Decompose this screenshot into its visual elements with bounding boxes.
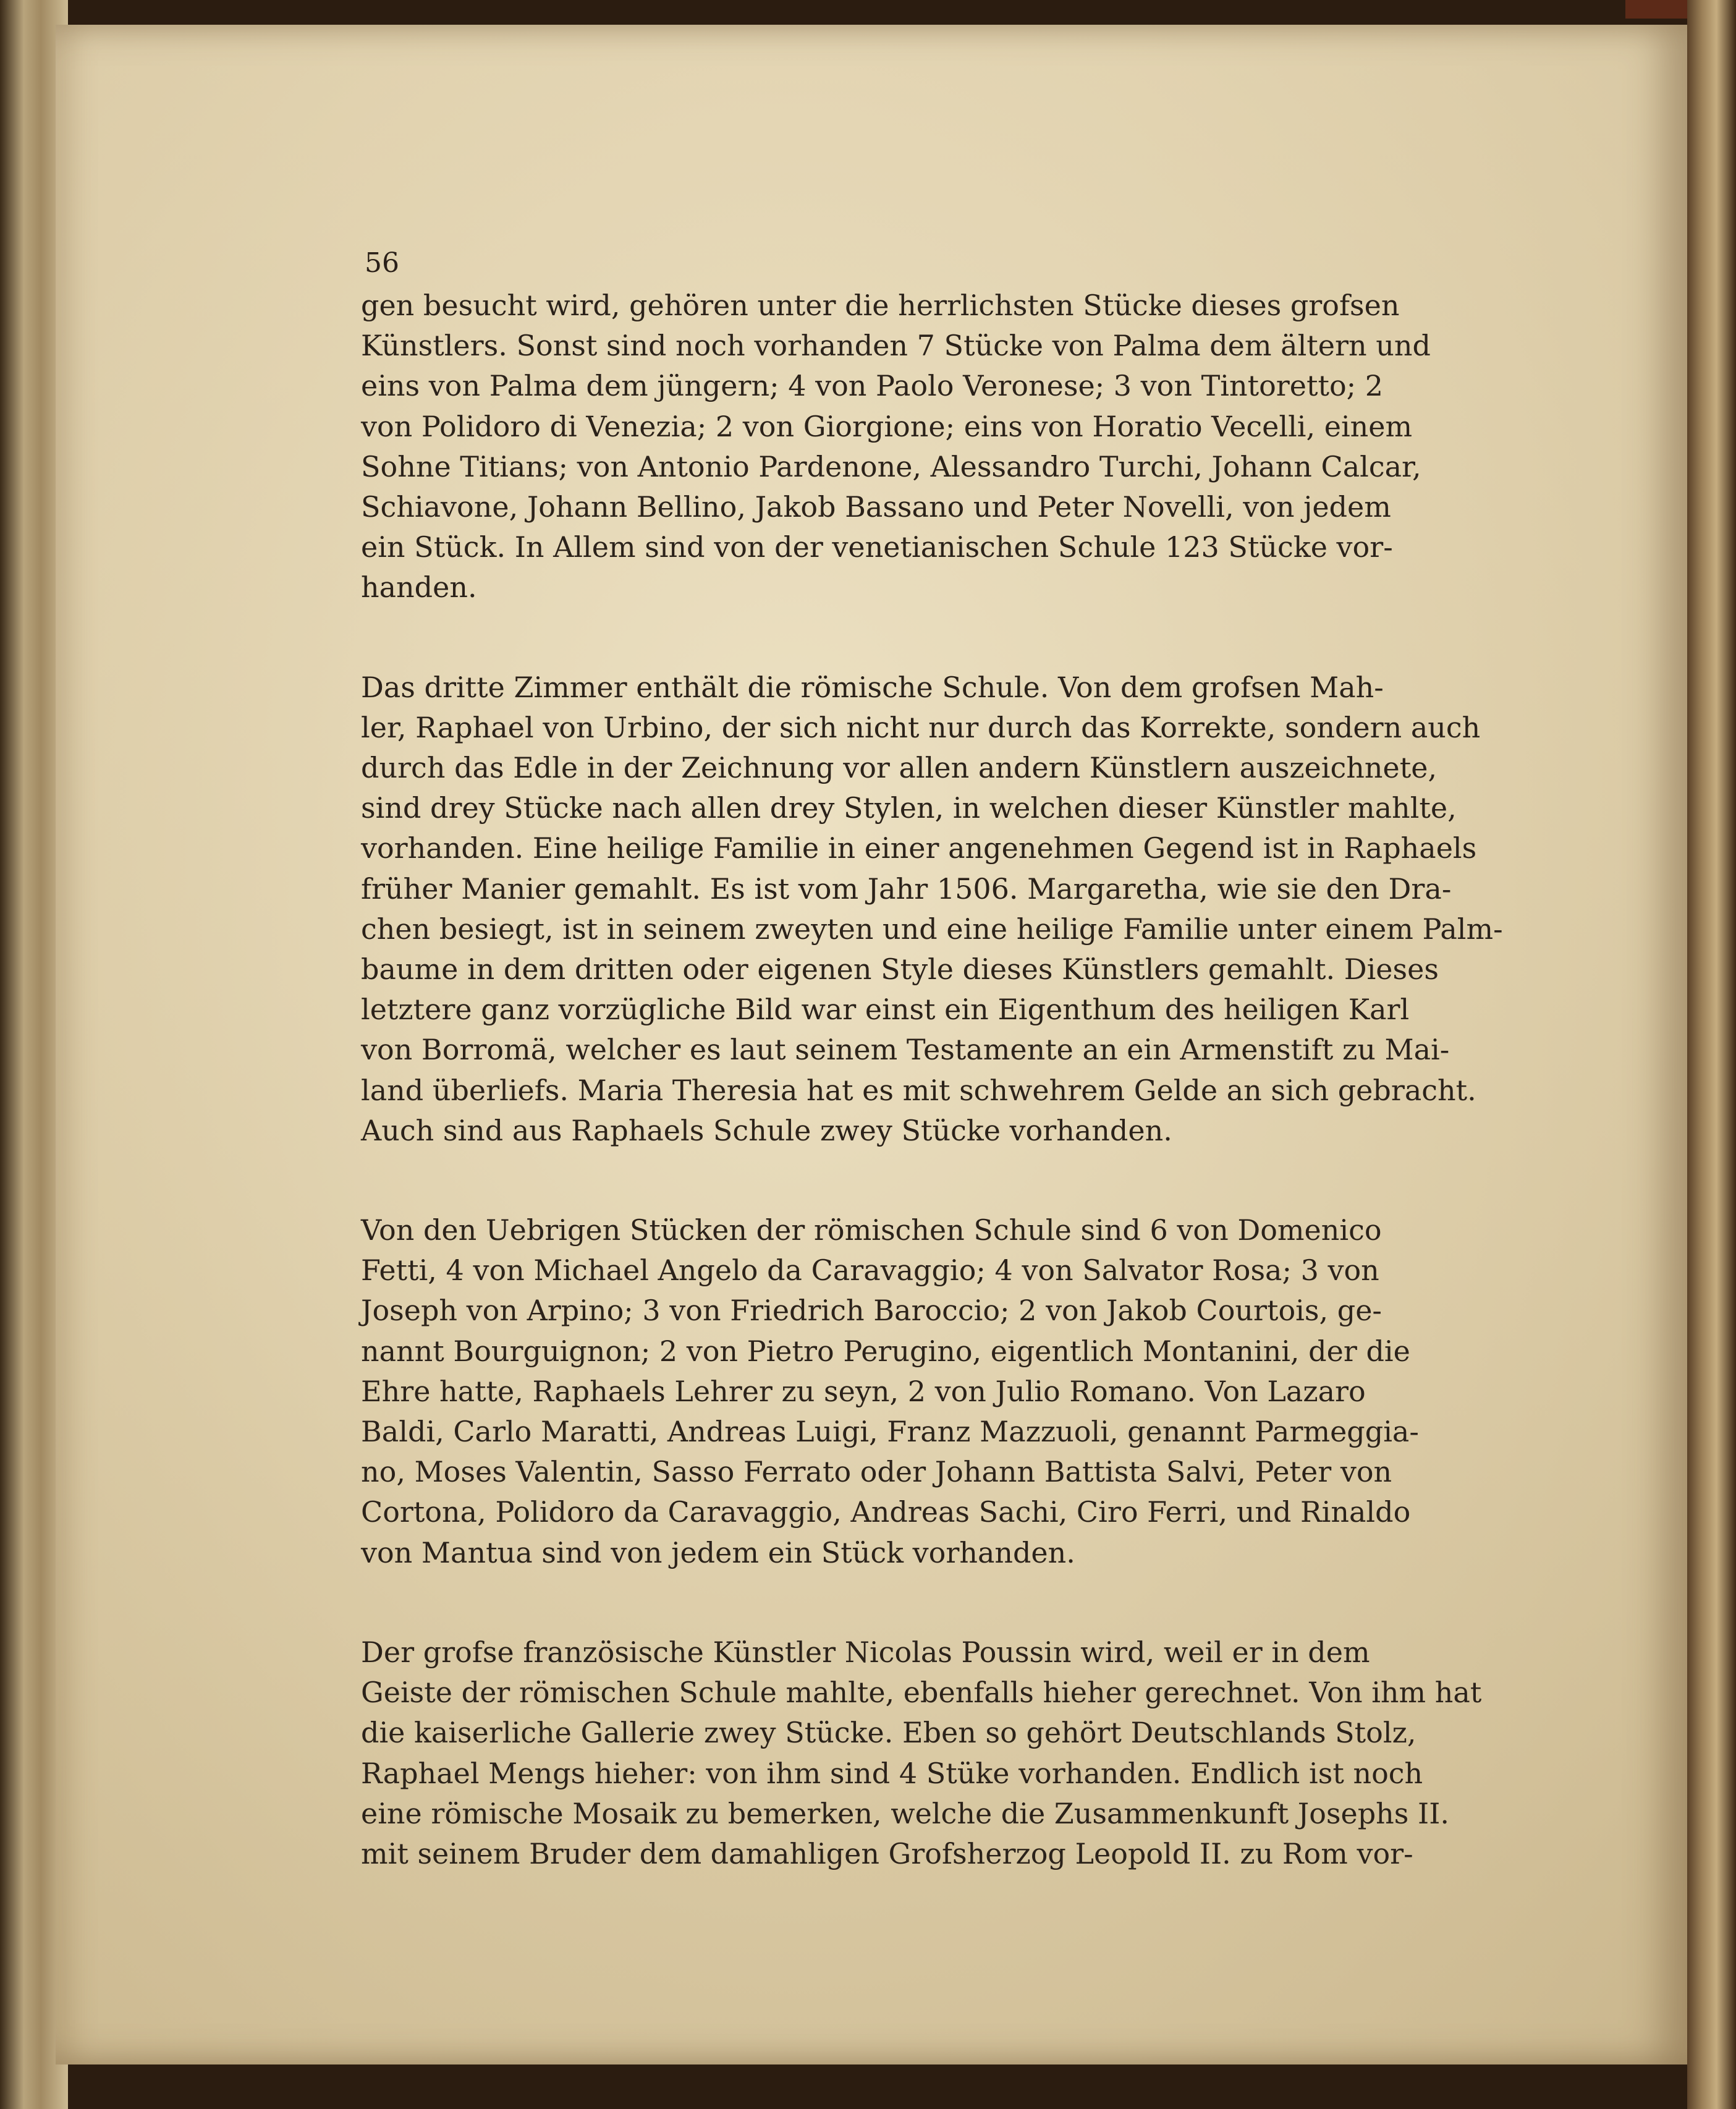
paragraph-2: Das dritte Zimmer enthält die römische Schule. Von dem grofsen Mah- ler, Raphael von Urbino, der sich nicht nur durch das Korrekte, sondern auch durch das Edle in der Zeichnung vor allen andern Künstlern auszeichnete, sind drey Stücke nach allen drey Stylen, in welchen dieser Künstler mahlte, vorhanden. Eine heilige Familie in einer angenehmen Gegend ist in Raphaels früher Manier gemahlt. Es ist vom Jahr 1506. Margaretha, wie sie den Dra- chen besiegt, ist in seinem zweyten und eine heilige Familie unter einem Palm- baume in dem dritten oder eigenen Style dieses Künstlers gemahlt. Dieses letztere ganz vorzügliche Bild war einst ein Eigenthum des heiligen Karl von Borromä, welcher es laut seinem Testamente an ein Armenstift zu Mai- land überliefs. Maria Theresia hat es mit schwehrem Gelde an sich gebracht. Auch sind aus Raphaels Schule zwey Stücke vorhanden. bbox=[361, 670, 1503, 1147]
book-edge-right bbox=[1687, 0, 1736, 2109]
paragraph-1: gen besucht wird, gehören unter die herrlichsten Stücke dieses grofsen Künstlers. Sonst sind noch vorhanden 7 Stücke von Palma dem ältern und eins von Palma dem jüngern; 4 von Paolo Veronese; 3 von Tintoretto; 2 von Polidoro di Venezia; 2 von Giorgione; eins von Horatio Vecelli, einem Sohne Titians; von Antonio Pardenone, Alessandro Turchi, Johann Calcar, Schiavone, Johann Bellino, Jakob Bassano und Peter Novelli, von jedem ein Stück. In Allem sind von der venetianischen Schule 123 Stücke vor- handen. bbox=[361, 289, 1431, 605]
paragraph-3: Von den Uebrigen Stücken der römischen Schule sind 6 von Domenico Fetti, 4 von Michael Angelo da Caravaggio; 4 von Salvator Rosa; 3 von Joseph von Arpino; 3 von Friedrich Baroccio; 2 von Jakob Courtois, ge- nannt Bourguignon; 2 von Pietro Perugino, eigentlich Montanini, der die Ehre hatte, Raphaels Lehrer zu seyn, 2 von Julio Romano. Von Lazaro Baldi, Carlo Maratti, Andreas Luigi, Franz Mazzuoli, genannt Parmeggia- no, Moses Valentin, Sasso Ferrato oder Johann Battista Salvi, Peter von Cortona, Polidoro da Caravaggio, Andreas Sachi, Ciro Ferri, und Rinaldo von Mantua sind von jedem ein Stück vorhanden. bbox=[361, 1213, 1419, 1569]
page-number: 56 bbox=[365, 247, 399, 279]
body-text bbox=[361, 286, 1628, 1874]
paragraph-4: Der grofse französische Künstler Nicolas Poussin wird, weil er in dem Geiste der römischen Schule mahlte, ebenfalls hieher gerechnet. Von ihm hat die kaiserliche Gallerie zwey Stücke. Eben so gehört Deutschlands Stolz, Raphael Mengs hieher: von ihm sind 4 Stüke vorhanden. Endlich ist noch eine römische Mosaik zu bemerken, welche die Zusammenkunft Josephs II. mit seinem Bruder dem damahligen Grofsherzog Leopold II. zu Rom vor- bbox=[361, 1635, 1482, 1870]
